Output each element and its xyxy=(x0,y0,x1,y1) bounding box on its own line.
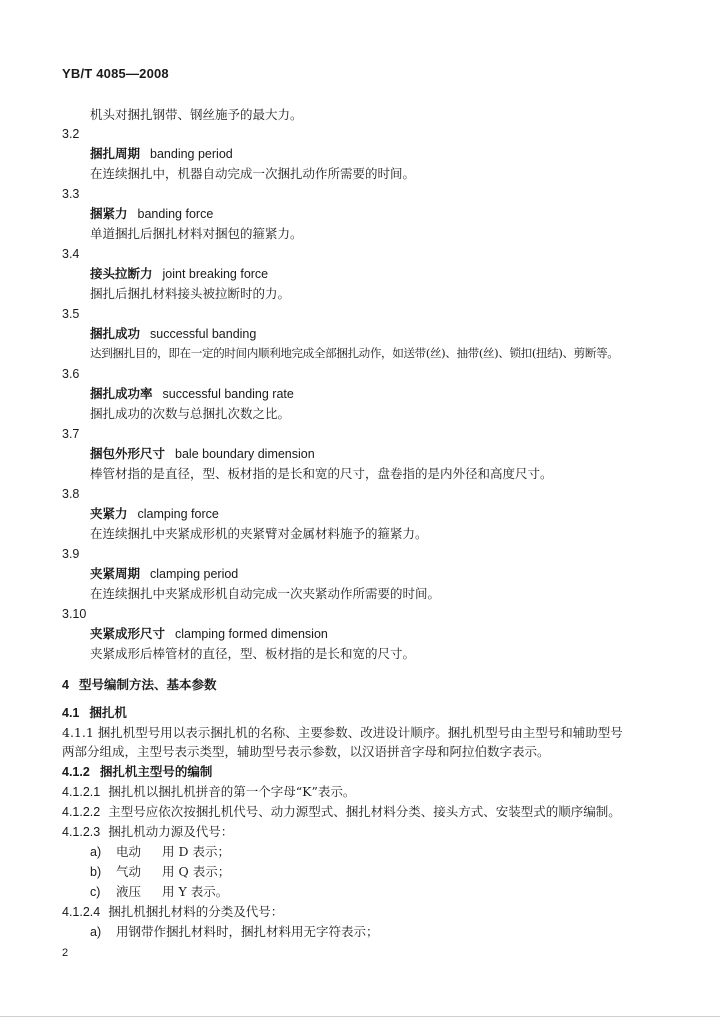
power-kind: 气动 xyxy=(116,864,142,879)
section-title: 型号编制方法、基本参数 xyxy=(78,677,217,692)
term-en: bale boundary dimension xyxy=(175,447,315,461)
term-heading xyxy=(90,568,238,581)
paragraph-line: 4.1.1 捆扎机型号用以表示捆扎机的名称、主要参数、改进设计顺序。捆扎机型号由主型号和辅助型号 xyxy=(62,725,623,740)
list-mark: c) xyxy=(90,885,101,899)
term-number: 3.4 xyxy=(62,247,80,261)
term-heading xyxy=(90,508,219,521)
list-mark: a) xyxy=(90,845,102,859)
term-heading xyxy=(90,328,256,341)
clause-number: 4.1.2.1 xyxy=(62,785,101,799)
list-item xyxy=(90,866,230,879)
term-zh: 捆扎周期 xyxy=(90,146,141,161)
subsection-title: 捆扎机 xyxy=(89,705,127,720)
term-number: 3.3 xyxy=(62,187,80,201)
subsection-heading xyxy=(62,707,127,720)
term-zh: 捆扎成功 xyxy=(90,326,141,341)
section-number: 4 xyxy=(62,678,69,692)
power-code: 用 Q 表示； xyxy=(162,864,231,879)
term-definition: 在连续捆扎中夹紧成形机的夹紧臂对金属材料施予的箍紧力。 xyxy=(90,526,428,541)
list-mark: b) xyxy=(90,865,102,879)
term-number: 3.10 xyxy=(62,607,87,621)
power-kind: 电动 xyxy=(116,844,142,859)
term-en: clamping formed dimension xyxy=(175,627,328,641)
term-number: 3.5 xyxy=(62,307,80,321)
term-definition: 捆扎成功的次数与总捆扎次数之比。 xyxy=(90,406,291,421)
term-zh: 接头拉断力 xyxy=(90,266,153,281)
list-item xyxy=(90,886,228,899)
clause-number: 4.1.2.2 xyxy=(62,805,101,819)
term-definition: 在连续捆扎中，机器自动完成一次捆扎动作所需要的时间。 xyxy=(90,166,416,181)
section-heading xyxy=(62,679,216,692)
term-zh: 捆扎成功率 xyxy=(90,386,153,401)
term-en: successful banding xyxy=(150,327,257,341)
subsection-heading xyxy=(62,766,212,779)
term-zh: 夹紧周期 xyxy=(90,566,141,581)
term-number: 3.8 xyxy=(62,487,80,501)
term-en: clamping period xyxy=(150,567,239,581)
paragraph-line: 两部分组成，主型号表示类型，辅助型号表示参数，以汉语拼音字母和阿拉伯数字表示。 xyxy=(62,744,550,759)
standard-code: YB/T 4085—2008 xyxy=(62,66,169,81)
clause xyxy=(62,906,283,919)
clause-number: 4.1.2.4 xyxy=(62,905,101,919)
subsection-title: 捆扎机主型号的编制 xyxy=(99,764,213,779)
term-definition: 达到捆扎目的，即在一定的时间内顺利地完成全部捆扎动作，如送带(丝)、抽带(丝)、锁扣(扭结)、剪断等。 xyxy=(90,346,619,360)
term-definition: 夹紧成形后棒管材的直径，型、板材指的是长和宽的尺寸。 xyxy=(90,646,416,661)
term-en: joint breaking force xyxy=(162,267,269,281)
list-item xyxy=(90,846,230,859)
subsection-number: 4.1.2 xyxy=(62,765,90,779)
power-code: 用 D 表示； xyxy=(162,844,230,859)
term-heading xyxy=(90,628,328,641)
term-number: 3.7 xyxy=(62,427,80,441)
list-text: 用钢带作捆扎材料时，捆扎材料用无字符表示； xyxy=(116,924,379,939)
clause-text: 捆扎机动力源及代号： xyxy=(108,824,234,839)
term-heading xyxy=(90,148,233,161)
clause xyxy=(62,806,621,819)
page-number: 2 xyxy=(62,947,69,959)
term-zh: 夹紧力 xyxy=(90,506,128,521)
clause xyxy=(62,826,233,839)
term-number: 3.2 xyxy=(62,127,80,141)
term-definition: 单道捆扎后捆扎材料对捆包的箍紧力。 xyxy=(90,226,303,241)
term-zh: 夹紧成形尺寸 xyxy=(90,626,166,641)
term-definition: 在连续捆扎中夹紧成形机自动完成一次夹紧动作所需要的时间。 xyxy=(90,586,441,601)
term-definition: 捆扎后捆扎材料接头被拉断时的力。 xyxy=(90,286,291,301)
term-heading xyxy=(90,268,268,281)
footer-rule xyxy=(0,1016,720,1017)
term-zh: 捆紧力 xyxy=(90,206,128,221)
clause xyxy=(62,786,355,799)
power-code: 用 Y 表示。 xyxy=(162,884,229,899)
list-mark: a) xyxy=(90,925,102,939)
term-en: successful banding rate xyxy=(162,387,294,401)
term-number: 3.9 xyxy=(62,547,80,561)
clause-text: 捆扎机以捆扎机拼音的第一个字母“K”表示。 xyxy=(108,784,356,799)
clause-text: 捆扎机捆扎材料的分类及代号： xyxy=(108,904,284,919)
term-heading xyxy=(90,388,294,401)
term-heading xyxy=(90,448,315,461)
carry-over-line: 机头对捆扎钢带、钢丝施予的最大力。 xyxy=(90,107,303,122)
clause-number: 4.1.2.3 xyxy=(62,825,101,839)
term-en: banding period xyxy=(150,147,233,161)
term-number: 3.6 xyxy=(62,367,80,381)
term-heading xyxy=(90,208,213,221)
list-item xyxy=(90,926,379,939)
term-en: clamping force xyxy=(137,507,219,521)
subsection-number: 4.1 xyxy=(62,706,80,720)
clause-text: 主型号应依次按捆扎机代号、动力源型式、捆扎材料分类、接头方式、安装型式的顺序编制。 xyxy=(108,804,621,819)
term-en: banding force xyxy=(137,207,214,221)
term-zh: 捆包外形尺寸 xyxy=(90,446,166,461)
power-kind: 液压 xyxy=(116,884,142,899)
term-definition: 棒管材指的是直径，型、板材指的是长和宽的尺寸，盘卷指的是内外径和高度尺寸。 xyxy=(90,466,553,481)
